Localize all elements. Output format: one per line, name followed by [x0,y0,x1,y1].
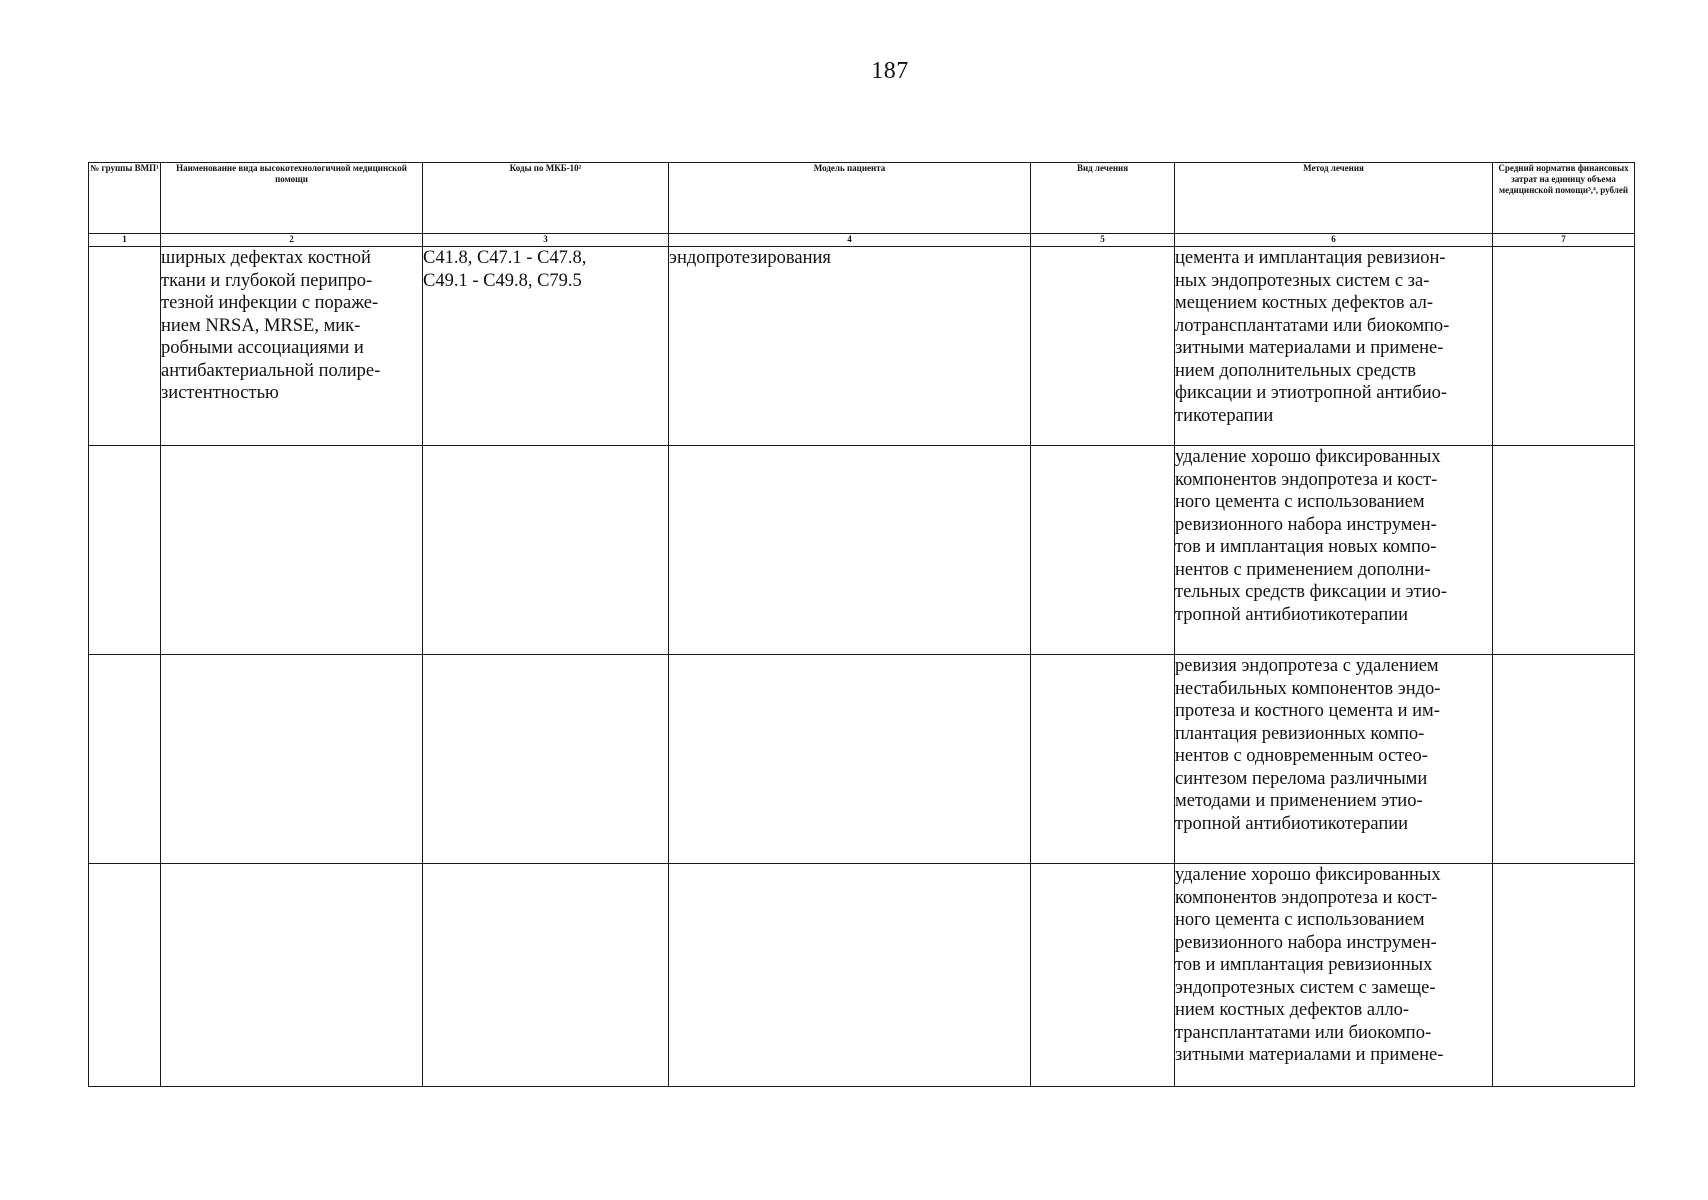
patient-model-cell [669,864,1031,1087]
patient-model-cell: эндопротезирования [669,247,1031,446]
care-type-name-cell [161,864,423,1087]
patient-model-cell [669,655,1031,864]
column-number: 1 [89,234,161,247]
average-cost-cell [1493,655,1635,864]
icd10-codes-cell [423,446,669,655]
column-number: 5 [1031,234,1175,247]
treatment-method-cell: удаление хорошо фиксированных компонентов эндопротеза и кост- ного цемента с использованием ревизионного набора инструмен- тов и имплантация новых компо- нентов с применением дополни- тельных средств фиксации и этио- тропной антибиотикотерапии [1175,446,1493,655]
header-group-number: № группы ВМП¹ [89,163,161,234]
group-number-cell [89,247,161,446]
column-number: 7 [1493,234,1635,247]
icd10-codes-cell [423,655,669,864]
header-treatment-method: Метод лечения [1175,163,1493,234]
treatment-type-cell [1031,446,1175,655]
column-number: 3 [423,234,669,247]
header-patient-model: Модель пациента [669,163,1031,234]
treatment-method-cell: удаление хорошо фиксированных компонентов эндопротеза и кост- ного цемента с использованием ревизионного набора инструмен- тов и имплантация ревизионных эндопротезных систем с замеще- нием костных дефектов алло- трансплантатами или биокомпо- зитными материалами и примене- [1175,864,1493,1087]
column-number: 2 [161,234,423,247]
average-cost-cell [1493,446,1635,655]
treatment-method-cell: цемента и имплантация ревизион- ных эндопротезных систем с за- мещением костных дефектов ал- лотрансплантатами или биокомпо- зитными материалами и примене- нием дополнительных средств фиксации и этиотропной антибио- тикотерапии [1175,247,1493,446]
column-number: 4 [669,234,1031,247]
header-row [89,163,1635,234]
group-number-cell [89,655,161,864]
group-number-cell [89,864,161,1087]
column-number: 6 [1175,234,1493,247]
table-row [89,247,1635,446]
icd10-codes-cell: C41.8, C47.1 - C47.8, C49.1 - C49.8, C79.5 [423,247,669,446]
header-average-cost: Средний норматив финансовых затрат на единицу объема медицинской помощи³,⁴, рублей [1493,163,1635,234]
care-type-name-cell [161,446,423,655]
care-type-name-cell [161,655,423,864]
treatment-method-cell: ревизия эндопротеза с удалением нестабильных компонентов эндо- протеза и костного цемента и им- плантация ревизионных компо- нентов с одновременным остео- синтезом перелома различными методами и применением этио- тропной антибиотикотерапии [1175,655,1493,864]
icd10-codes-cell [423,864,669,1087]
header-care-type-name: Наименование вида высокотехнологичной медицинской помощи [161,163,423,234]
header-treatment-type: Вид лечения [1031,163,1175,234]
treatment-type-cell [1031,655,1175,864]
treatment-methods-table [88,162,1635,1087]
treatment-type-cell [1031,247,1175,446]
treatment-type-cell [1031,864,1175,1087]
table-row [89,655,1635,864]
table-row [89,864,1635,1087]
care-type-name-cell: ширных дефектах костной ткани и глубокой перипро- тезной инфекции с пораже- нием NRSA, MRSE, мик- робными ассоциациями и антибактериальной полире- зистентностью [161,247,423,446]
patient-model-cell [669,446,1031,655]
header-icd10-codes: Коды по МКБ-10² [423,163,669,234]
group-number-cell [89,446,161,655]
page-number: 187 [871,58,909,84]
average-cost-cell [1493,864,1635,1087]
column-number-row [89,234,1635,247]
average-cost-cell [1493,247,1635,446]
table-row [89,446,1635,655]
